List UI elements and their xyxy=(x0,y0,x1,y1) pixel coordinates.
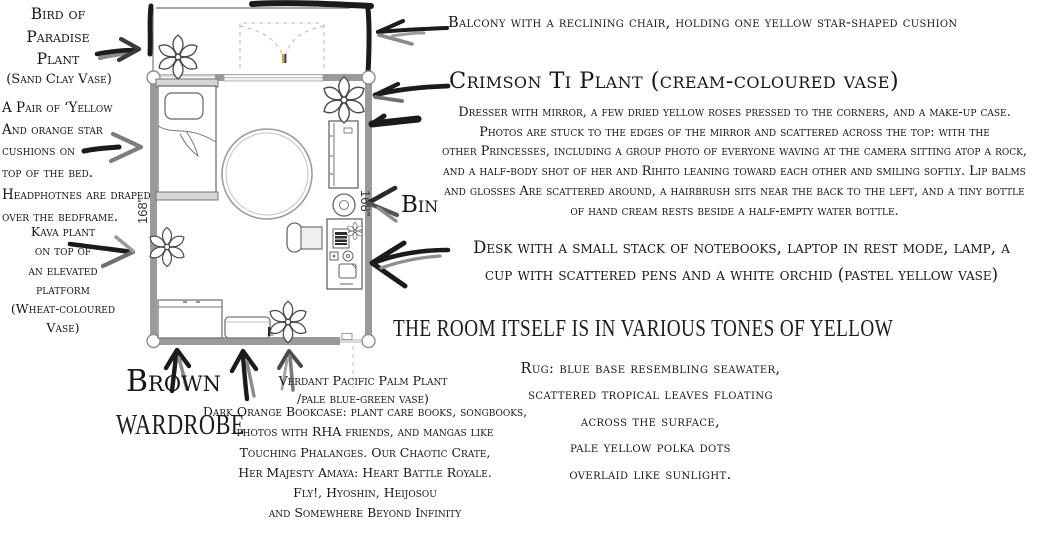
dimension-right: 168" xyxy=(358,190,373,217)
note-line: cup with scattered pens and a white orchid (pastel yellow vase) xyxy=(484,265,999,284)
bookcase xyxy=(225,317,270,338)
notebooks xyxy=(339,264,356,278)
note-line: overlaid like sunlight. xyxy=(569,466,732,483)
note-line: Kava plant xyxy=(30,224,96,239)
note-line: Headphotnes are draped xyxy=(2,186,151,203)
note-line: on top of xyxy=(34,243,92,259)
note-line: of hand cream rests beside a half-empty water bottle. xyxy=(570,203,899,219)
note-balcony: Balcony with a reclining chair, holding one yellow star-shaped cushion xyxy=(448,15,958,31)
door-center-mark xyxy=(282,54,286,63)
note-line: A Pair of ‘Yellow xyxy=(2,100,113,116)
laptop xyxy=(333,229,349,248)
note-line: over the bedframe. xyxy=(2,208,119,225)
desk xyxy=(327,219,364,289)
arrow-bookcase xyxy=(232,351,256,399)
crimson-ti-plant-icon xyxy=(321,77,366,123)
note-line: cushions on xyxy=(2,143,76,160)
note-bookcase xyxy=(200,402,530,524)
dimension-left: 168" xyxy=(135,197,150,224)
note-line: platform xyxy=(36,281,90,297)
note-line: Her Majesty Amaya: Heart Battle Royale. xyxy=(238,464,492,480)
note-line: (Wheat-coloured xyxy=(10,301,116,317)
note-line: Dark Orange Bookcase: plant care books, songbooks, xyxy=(202,404,528,419)
arrow-balcony xyxy=(378,21,447,44)
note-bird-of-paradise xyxy=(8,3,108,71)
palm-plant-icon xyxy=(268,301,309,342)
note-line: scattered tropical leaves floating xyxy=(528,387,773,404)
note-line: Fly!, Hyoshin, Heijosou xyxy=(293,485,437,501)
note-line: an elevated xyxy=(28,262,98,278)
note-line: Rug: blue base resembling seawater, xyxy=(520,361,781,377)
note-line: top of the bed. xyxy=(2,165,94,182)
bed xyxy=(156,79,218,200)
round-rug xyxy=(222,129,312,219)
note-sand-clay-vase: (Sand Clay Vase) xyxy=(6,72,112,87)
note-line: Verdant Pacific Palm Plant xyxy=(278,373,448,388)
note-line: Paradise xyxy=(26,27,90,46)
note-line: /pale blue-green vase) xyxy=(297,390,429,406)
note-line: Vase) xyxy=(46,320,80,336)
note-line: Bird of xyxy=(30,5,86,23)
note-line: Desk with a small stack of notebooks, laptop in rest mode, lamp, a xyxy=(473,238,1010,257)
bird-of-paradise-plant-icon xyxy=(157,35,200,79)
note-line: across the surface, xyxy=(580,413,721,430)
note-wardrobe: WARDROBE xyxy=(116,410,245,441)
desk-chair xyxy=(287,223,322,252)
note-line: photos with RHA friends, and mangas like xyxy=(236,424,494,440)
arrow-crimson xyxy=(375,84,448,101)
note-desk xyxy=(428,234,1055,288)
note-kava-plant xyxy=(0,222,126,338)
pen-cup xyxy=(343,251,353,261)
pillow xyxy=(165,93,203,119)
dresser xyxy=(329,121,358,188)
note-line: And orange star xyxy=(2,121,103,138)
note-line: and a half-body shot of her and Rihito leaning toward each other and smiling softly. Lip balms xyxy=(443,164,1026,180)
balcony-door-swing xyxy=(240,23,324,72)
note-room-tone: THE ROOM ITSELF IS IN VARIOUS TONES OF YELLOW xyxy=(393,316,894,342)
note-line: other Princesses, including a group photo of everyone waving at the camera sitting atop a rock, xyxy=(442,144,1027,160)
note-bin: Bin xyxy=(401,192,439,218)
note-line: and glosses Are scattered around, a hairbrush sits near the back to the left, and a tiny bottle xyxy=(444,183,1025,199)
note-cushions xyxy=(2,98,151,228)
note-line: Photos are stuck to the edges of the mirror and scattered across the top: with the xyxy=(479,124,990,140)
note-line: and Somewhere Beyond Infinity xyxy=(268,505,462,521)
note-dresser xyxy=(412,103,1057,221)
note-line: pale yellow polka dots xyxy=(570,440,731,457)
note-line: Touching Phalanges. Our Chaotic Crate, xyxy=(239,444,491,460)
wardrobe xyxy=(158,300,222,338)
note-line: Dresser with mirror, a few dried yellow roses pressed to the corners, and a make-up case. xyxy=(458,105,1011,120)
note-line: Plant xyxy=(36,50,80,68)
bin xyxy=(333,194,355,216)
note-brown: Brown xyxy=(126,364,222,399)
note-crimson-ti: Crimson Ti Plant (cream-coloured vase) xyxy=(449,68,900,94)
